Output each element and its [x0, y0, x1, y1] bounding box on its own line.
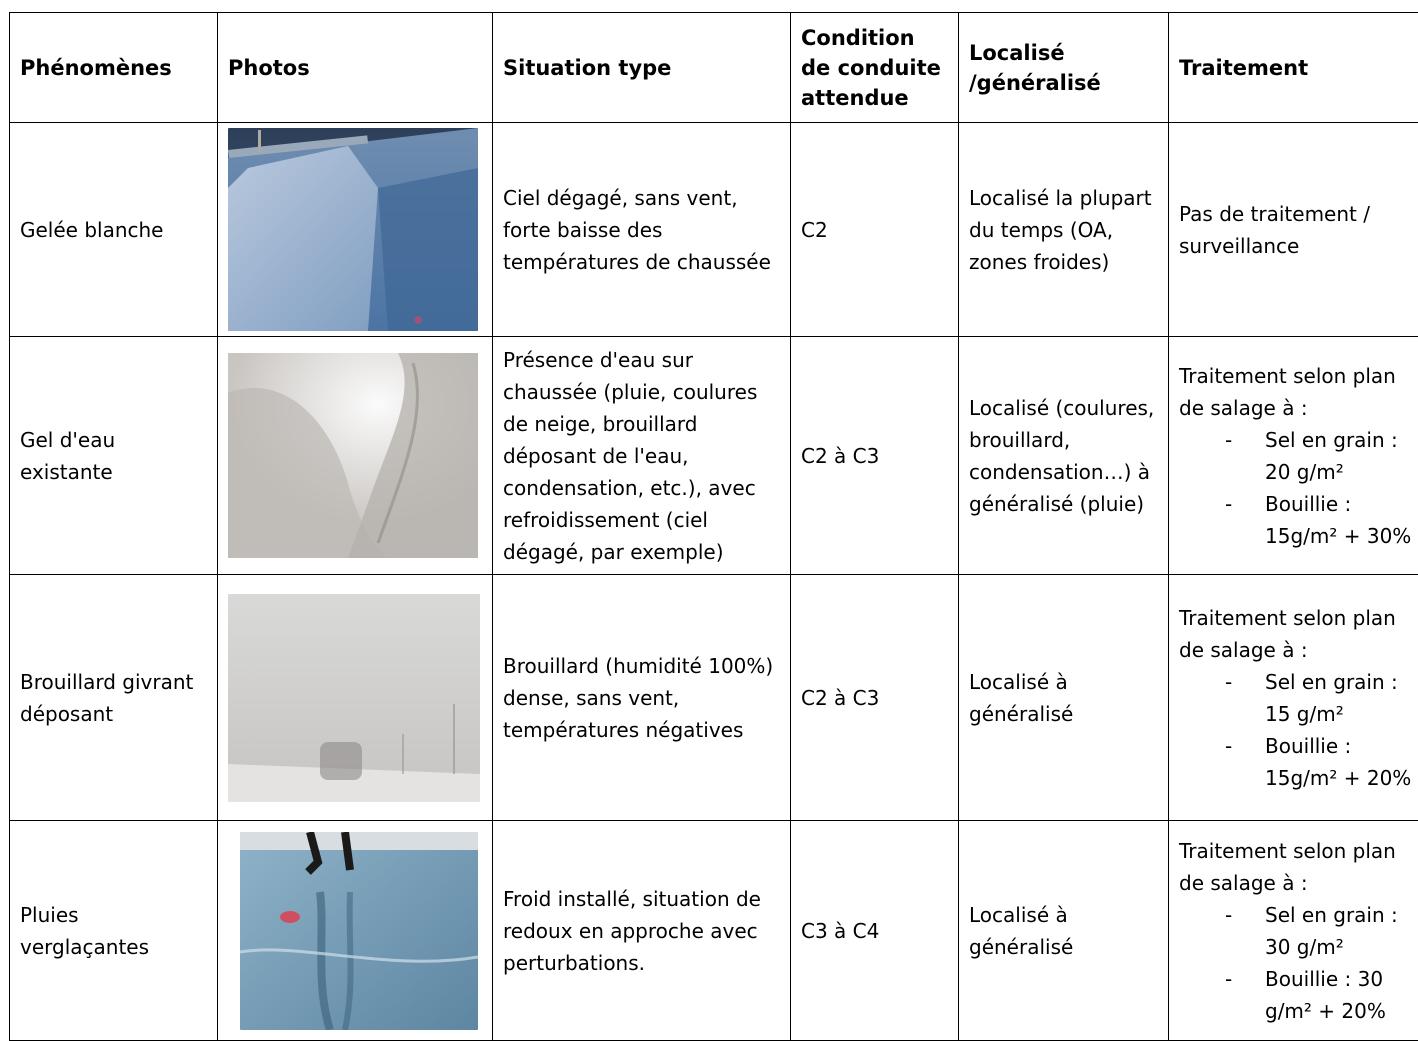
dose-item: - Bouillie : 15g/m² + 20%	[1219, 730, 1418, 794]
localise-cell: Localisé à généralisé	[959, 821, 1169, 1041]
localise-cell: Localisé (coulures, brouillard, condensation…) à généralisé (pluie)	[959, 337, 1169, 575]
dose-item: - Sel en grain : 15 g/m²	[1219, 666, 1418, 730]
photo-cell	[218, 123, 493, 337]
photo-cell	[218, 575, 493, 821]
condition-cell: C3 à C4	[791, 821, 959, 1041]
winter-phenomena-table	[9, 12, 1418, 1041]
white-frost-road-photo	[228, 128, 478, 331]
table-row	[10, 821, 1418, 1041]
situation-cell: Ciel dégagé, sans vent, forte baisse des températures de chaussée	[493, 123, 791, 337]
header-traitement: Traitement	[1169, 13, 1418, 123]
situation-cell: Froid installé, situation de redoux en approche avec perturbations.	[493, 821, 791, 1041]
traitement-cell	[1169, 821, 1418, 1041]
traitement-intro: Traitement selon plan de salage à :	[1179, 835, 1418, 899]
header-photos: Photos	[218, 13, 493, 123]
traitement-intro: Traitement selon plan de salage à :	[1179, 602, 1418, 666]
phenomene-cell: Gel d'eau existante	[10, 337, 218, 575]
traitement-cell	[1169, 337, 1418, 575]
header-situation: Situation type	[493, 13, 791, 123]
condition-cell: C2	[791, 123, 959, 337]
ice-surface-photo	[228, 353, 478, 558]
traitement-intro: Pas de traitement / surveillance	[1179, 198, 1418, 262]
condition-cell: C2 à C3	[791, 337, 959, 575]
localise-cell: Localisé la plupart du temps (OA, zones froides)	[959, 123, 1169, 337]
situation-cell: Présence d'eau sur chaussée (pluie, coulures de neige, brouillard déposant de l'eau, condensation, etc.), avec refroidissement (ciel dégagé, par exemple)	[493, 337, 791, 575]
header-phenomenes: Phénomènes	[10, 13, 218, 123]
phenomene-cell: Gelée blanche	[10, 123, 218, 337]
dose-list	[1179, 899, 1418, 1027]
localise-cell: Localisé à généralisé	[959, 575, 1169, 821]
freezing-rain-photo	[240, 832, 478, 1030]
dose-item: - Bouillie : 30 g/m² + 20%	[1219, 963, 1418, 1027]
table-row	[10, 575, 1418, 821]
dose-item: - Sel en grain : 30 g/m²	[1219, 899, 1418, 963]
header-localise: Localisé /généralisé	[959, 13, 1169, 123]
phenomene-cell: Brouillard givrant déposant	[10, 575, 218, 821]
situation-cell: Brouillard (humidité 100%) dense, sans vent, températures négatives	[493, 575, 791, 821]
traitement-intro: Traitement selon plan de salage à :	[1179, 360, 1418, 424]
freezing-fog-photo	[228, 594, 480, 802]
phenomene-cell: Pluies verglaçantes	[10, 821, 218, 1041]
photo-cell	[218, 337, 493, 575]
photo-cell	[218, 821, 493, 1041]
header-condition: Condition de conduite attendue	[791, 13, 959, 123]
dose-item: - Bouillie : 15g/m² + 30%	[1219, 488, 1418, 552]
dose-list	[1179, 424, 1418, 552]
dose-item: - Sel en grain : 20 g/m²	[1219, 424, 1418, 488]
traitement-cell	[1169, 123, 1418, 337]
header-row	[10, 13, 1418, 123]
dose-list	[1179, 666, 1418, 794]
table-row	[10, 337, 1418, 575]
table-row	[10, 123, 1418, 337]
condition-cell: C2 à C3	[791, 575, 959, 821]
traitement-cell	[1169, 575, 1418, 821]
